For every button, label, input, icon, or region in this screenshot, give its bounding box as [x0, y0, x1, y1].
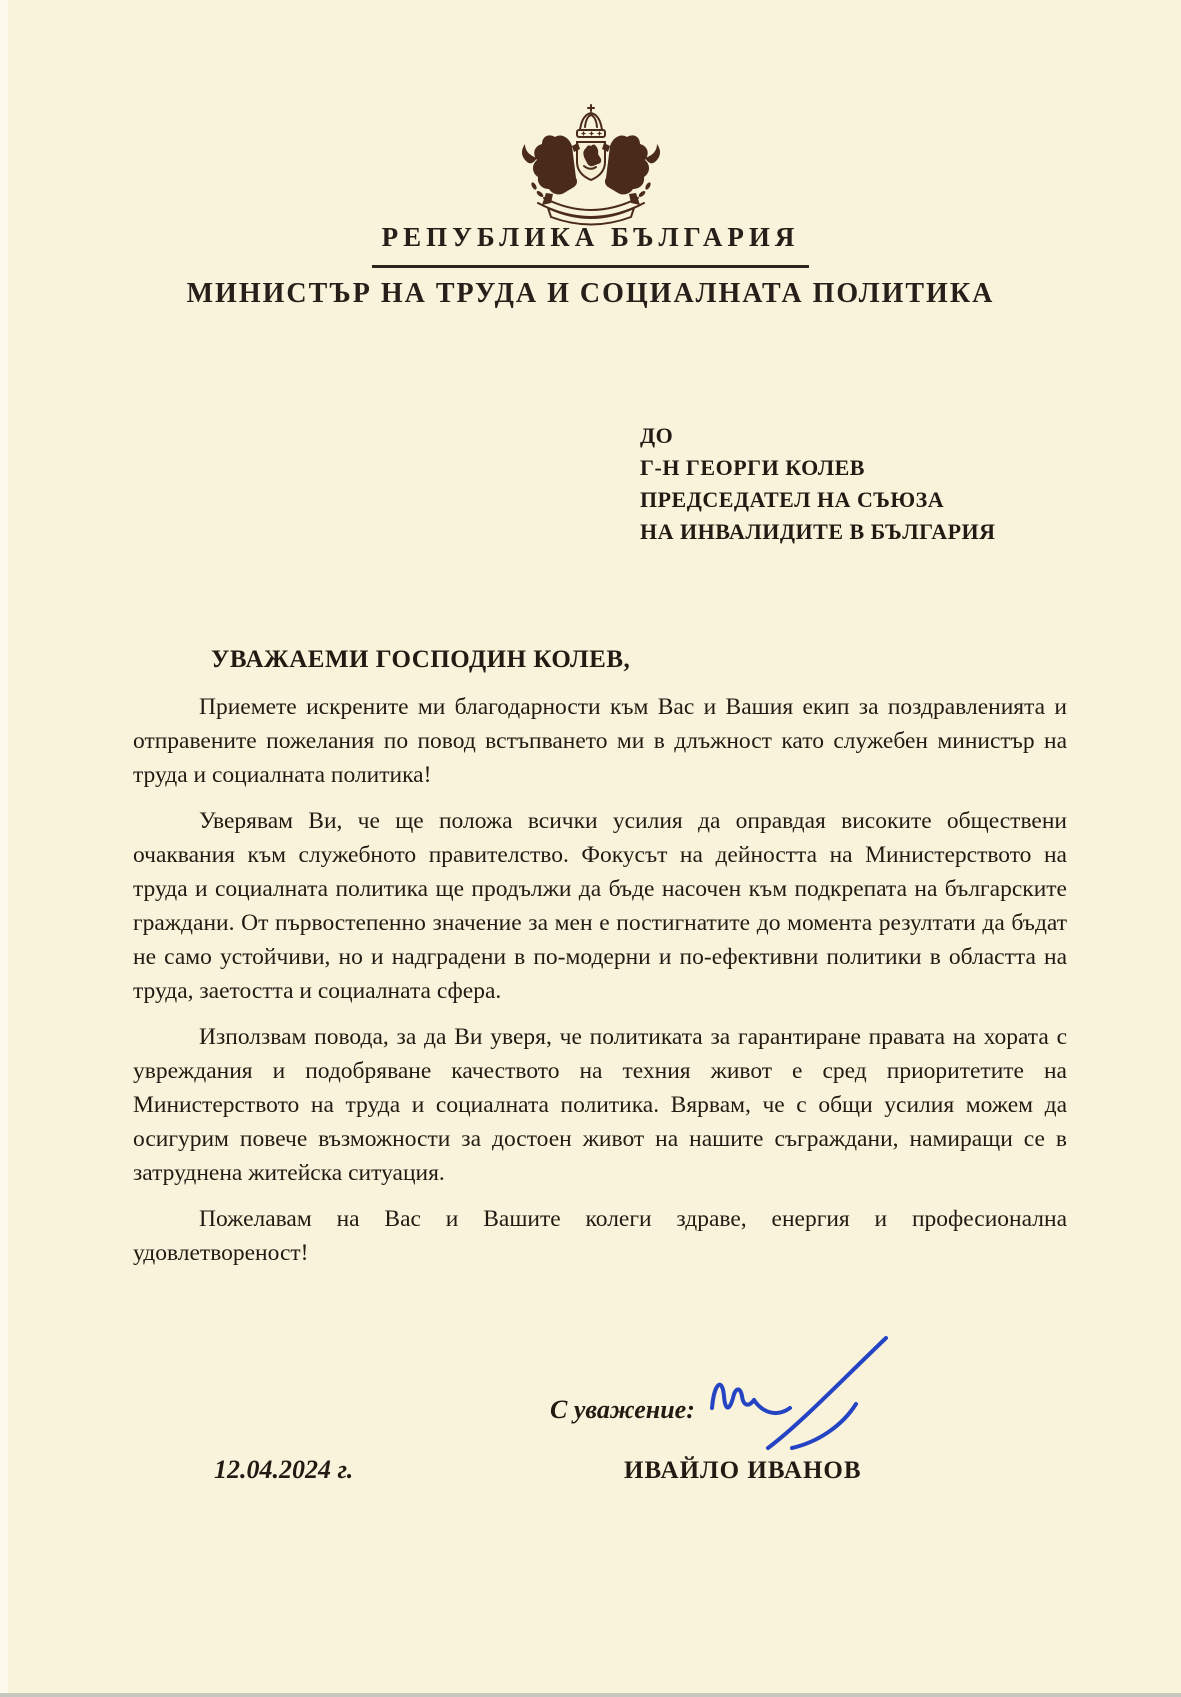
emblem-container	[488, 102, 694, 234]
body-paragraph: Приемете искрените ми благодарности към Вас и Вашия екип за поздравленията и отправените пожелания по повод встъпването ми в длъжност като служебен министър на труда и социалната политика!	[133, 694, 1067, 788]
scan-bottom-edge	[0, 1693, 1181, 1697]
recipient-block	[640, 420, 996, 548]
recipient-line: ПРЕДСЕДАТЕЛ НА СЪЮЗА	[640, 487, 945, 512]
ministry-title: МИНИСТЪР НА ТРУДА И СОЦИАЛНАТА ПОЛИТИКА	[186, 278, 995, 309]
salutation: УВАЖАЕМИ ГОСПОДИН КОЛЕВ,	[211, 646, 631, 673]
body-paragraph: Пожелавам на Вас и Вашите колеги здраве, енергия и професионална удовлетвореност!	[133, 1206, 1067, 1266]
body-paragraph: Уверявам Ви, че ще положа всички усилия да оправдая високите обществени очаквания към служебното правителство. Фокусът на дейността на Министерството на труда и социалната политика ще продължи да бъде насочен към подкрепата на българските граждани. От първостепенно значение за мен е постигнатите до момента резултати да бъдат не само устойчиви, но и надградени в по-модерни и по-ефективни политики в областта на труда, заетостта и социалната сфера.	[133, 808, 1067, 1004]
handwritten-signature-icon	[690, 1320, 910, 1465]
body-paragraph: Използвам повода, за да Ви уверя, че политиката за гарантиране правата на хората с увреждания и подобряване качеството на техния живот е сред приоритетите на Министерството на труда и социалната политика. Вярвам, че с общи усилия можем да осигурим повече възможности за достоен живот на нашите съграждани, намиращи се в затруднена житейска ситуация.	[133, 1024, 1067, 1186]
recipient-line: Г-Н ГЕОРГИ КОЛЕВ	[640, 455, 865, 480]
date-text: 12.04.2024 г.	[214, 1455, 354, 1484]
recipient-line: ДО	[640, 423, 674, 448]
bulgaria-coat-of-arms-icon	[488, 102, 694, 234]
signer-name: ИВАЙЛО ИВАНОВ	[624, 1457, 862, 1484]
republic-title: РЕПУБЛИКА БЪЛГАРИЯ	[372, 222, 810, 268]
letterhead	[0, 222, 1181, 268]
letter-body	[133, 690, 1067, 1282]
regards-label: С уважение:	[550, 1395, 695, 1424]
recipient-line: НА ИНВАЛИДИТЕ В БЪЛГАРИЯ	[640, 519, 996, 544]
